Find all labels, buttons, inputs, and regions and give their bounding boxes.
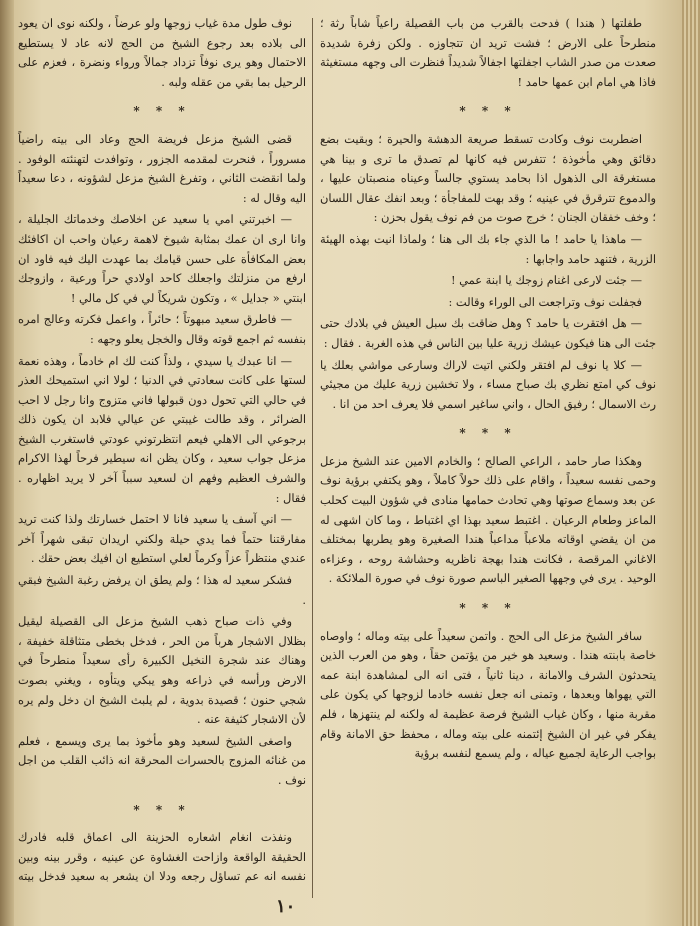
- paragraph: — اخبرتني امي يا سعيد عن اخلاصك وخدماتك الجليلة ، وانا ارى ان عمك بمثابة شيوخ لاهمة رعيان واحب ان اكافئك بعض المكافأة على حسن قيامك بما عهدت اليك فيه فاود ان ارفع من منزلتك واجعلك كاحد اولادي حراً ورعية ، وازوجك ابنتي « جدايل » ، وتكون شريكاً لي في كل مالي !: [18, 212, 306, 305]
- paragraph: اضطربت نوف وكادت تسقط صريعة الدهشة والحيرة ؛ وبقيت بضع دقائق وهي مأخوذة ؛ تتفرس فيه كانها لم تصدق ما ترى و بينا هي مستغرقة الى الذهول اذا بحامد يستوي جالساً وعيناه منصبتان عليها ، والدموع تترقرق في عينيه ؛ وقد بهت للمفاجأة ؛ وبعد انفك عقال اللسان ؛ وخف خفقان الجنان ؛ خرج صوت من فم نوف يقول بحزن :: [320, 131, 656, 225]
- paragraph: نوف طول مدة غياب زوجها ولو عرضاً ، ولكنه نوى ان يعود الى بلاده بعد رجوع الشيخ من الحج لانه عاد لا يستطيع الاحتمال وهو يرى نوفاً تزداد جمالاً ورواء ونضرة ، فعزم على الرحيل بما بقي من عقله ولبه .: [18, 16, 306, 89]
- right-text-column: [320, 14, 656, 894]
- section-separator: * * *: [459, 601, 517, 616]
- page-number: ١٠: [276, 896, 296, 917]
- paragraph: — انا عبدك يا سيدي ، ولذاً كنت لك ام خادماً ، وهذه نعمة لستها على كانت سعادتي في الدنيا ؛ لولا اني استميحك العذر في حالي التي تحول دون قبولها فاني متزوج وانا رجل لا احب الضرائر ، وقد طالت غيبتي عن عيالي فلابد ان يكون ذلك برجوعي الى الاهلي فيعم انتظرتوني عودتي فاستغرب الشيخ مزعل جواب سعيد ، وكان يظن انه سيطير فرحاً لهذا الاكرام والشرف العظيم وفهم ان لسعيد سبباً آخر لا يريد اظهاره . فقال :: [18, 353, 306, 505]
- paragraph: — ماهذا يا حامد ! ما الذي جاء بك الى هنا ؛ ولماذا انيت بهذه الهيئة الزرية ، فتنهد حامد واجابها :: [320, 231, 656, 266]
- page-gutter-shadow: [0, 0, 14, 926]
- paragraph: واصغى الشيخ لسعيد وهو مأخوذ بما يرى ويسمع ، فعلم من غنائه المزوج بالحسرات المحرقة انه ذائب القلب من اجل نوف .: [18, 733, 306, 787]
- paragraph: قضى الشيخ مزعل فريضة الحج وعاد الى بيته راضياً مسروراً ، فنحرت لمقدمه الجزور ، وتوافدت لتهنئته الوفود . ولما انقضت الثاني ، وتفرغ الشيخ مزعل لشؤونه ، دعا سعيداً اليه وقال له :: [18, 131, 306, 205]
- paragraph: — اني آسف يا سعيد فانا لا احتمل خسارتك ولذا كنت تريد مفارقتنا حتماً فما يدي حيلة ولكني اريدان تبقى شهراً آخر عندي منتظراً عزاً وكرماً لعلي استطيع ان افيك بعض حقك .: [18, 512, 306, 566]
- section-separator: * * *: [459, 104, 517, 119]
- paragraph: — كلا يا نوف لم افتقر ولكني اتيت لاراك وسارعى مواشي بعلك يا نوف كي امتع نظري بك صباح مساء ، ولا تخشين زرية عليك من مجيئي رث الاسمال ؛ رفيق الحال ، واني ساغير اسمي فلا يعرف احد من انا .: [320, 357, 656, 411]
- paragraph: وفي ذات صباح ذهب الشيخ مزعل الى القصيلة ليقيل بظلال الاشجار هرباً من الحر ، فدخل بخطى متثاقلة خفيفة ، وهناك عند شجرة النخيل الكبيرة رأى سعيداً منطرحاً في الارض ورأسه في ذراعه وهو يبكي ويتأوه ، ويغني بصوت شجي حنون ؛ قصيدة بدوية ، لم يلبث الشيخ ان دخل ولم يره لأن الاشجار كثيفة عنه .: [18, 614, 306, 727]
- paragraph: وهكذا صار حامد ، الراعي الصالح ؛ والخادم الامين عند الشيخ مزعل وحمى نفسه سعيداً ، واقام على ذلك حولاً كاملاً ، وهو يكتفي برؤية نوف عن بعد وسماع صوتها وهي تحادث حمامها منادى في شؤون البيت كحلب الماعز وطعام الرعيان . اغتبط سعيد بهذا اي اغتباط ، وما كان اشهى له من ان يقضي اوقاته ملاعباً مداعباً هندا الصغيرة وهو يطربها بمختلف الاغاني المرقصة ، فكانت هندا بهجة ناظريه وحشاشة روحه ، وعزاءه الوحيد . يرى في وجهها الصغير الباسم صورة نوف في صورة الملائكة .: [320, 453, 656, 586]
- paragraph: — هل افتقرت يا حامد ؟ وهل ضاقت بك سبل العيش في بلادك حتى جئت الى هنا فيكون عيشك زرية عليا بين الناس في هذه الغربة . فقال :: [320, 316, 656, 350]
- section-separator: * * *: [133, 104, 191, 119]
- paragraph: طفلتها ( هندا ) فدحت بالقرب من باب القصيلة راعياً شاباً رثة ؛ منطرحاً على الارض ؛ فشت تريد ان تتجاوزه . ولكن زفرة شديدة صعدت من صدر الشاب اجفلتها اجفالاً شديداً فنظرت الى وجهه مستغيثة فاذا هي امام ابن عمها حامد !: [320, 16, 656, 89]
- left-text-column: [18, 14, 306, 884]
- section-separator: * * *: [459, 426, 517, 441]
- paragraph: سافر الشيخ مزعل الى الحج . واتمن سعيداً على بيته وماله ؛ واوصاه خاصة بابنته هندا . وسعيد هو خير من يؤتمن حقاً ، وهو من العرب الذين يتحدثون الشرف والامانة ، دينا ثانياً ، فتى انه الى لمشاهدة ابنة عمه التي يهواها وبعدها ، وتمنى انه جعل نفسه خادما لزوجها كي يكون على مقربة منها ، وكان غياب الشيخ فرصة عظيمة له ولكنه لم ينتهزها ، فلم يفكر في غير ان الشيخ إئتمنه على بيته وماله ، محفظ حق الامانة وقام بواجب الرعاية لجميع عياله ، ولم يسمع لنفسه برؤية: [320, 628, 656, 761]
- paragraph: — جئت لارعى اغنام زوجك يا ابنة عمي !: [450, 273, 642, 288]
- page-edge-stack: [682, 0, 700, 926]
- paragraph: ونفذت انغام اشعاره الحزينة الى اعماق قلبه فادرك الحقيقة الواقعة وازاحت الغشاوة عن عينيه ، وقرر بينه وبين نفسه انه عم تساؤل رجعه ودلا ان يشعر به سعيد فدخل بيته: [18, 830, 306, 884]
- section-separator: * * *: [133, 802, 191, 817]
- paragraph: — فاطرق سعيد مبهوتاً ؛ حائراً ، واعمل فكرته وعالج امره بنفسه ثم اجمع قوته وقال والخجل يعلو وجهه :: [18, 312, 306, 346]
- paragraph: فجفلت نوف وتراجعت الى الوراء وقالت :: [448, 294, 642, 309]
- column-divider: [312, 18, 313, 898]
- paragraph: فشكر سعيد له هذا ؛ ولم يطق ان يرفض رغبة الشيخ فبقي .: [18, 573, 306, 607]
